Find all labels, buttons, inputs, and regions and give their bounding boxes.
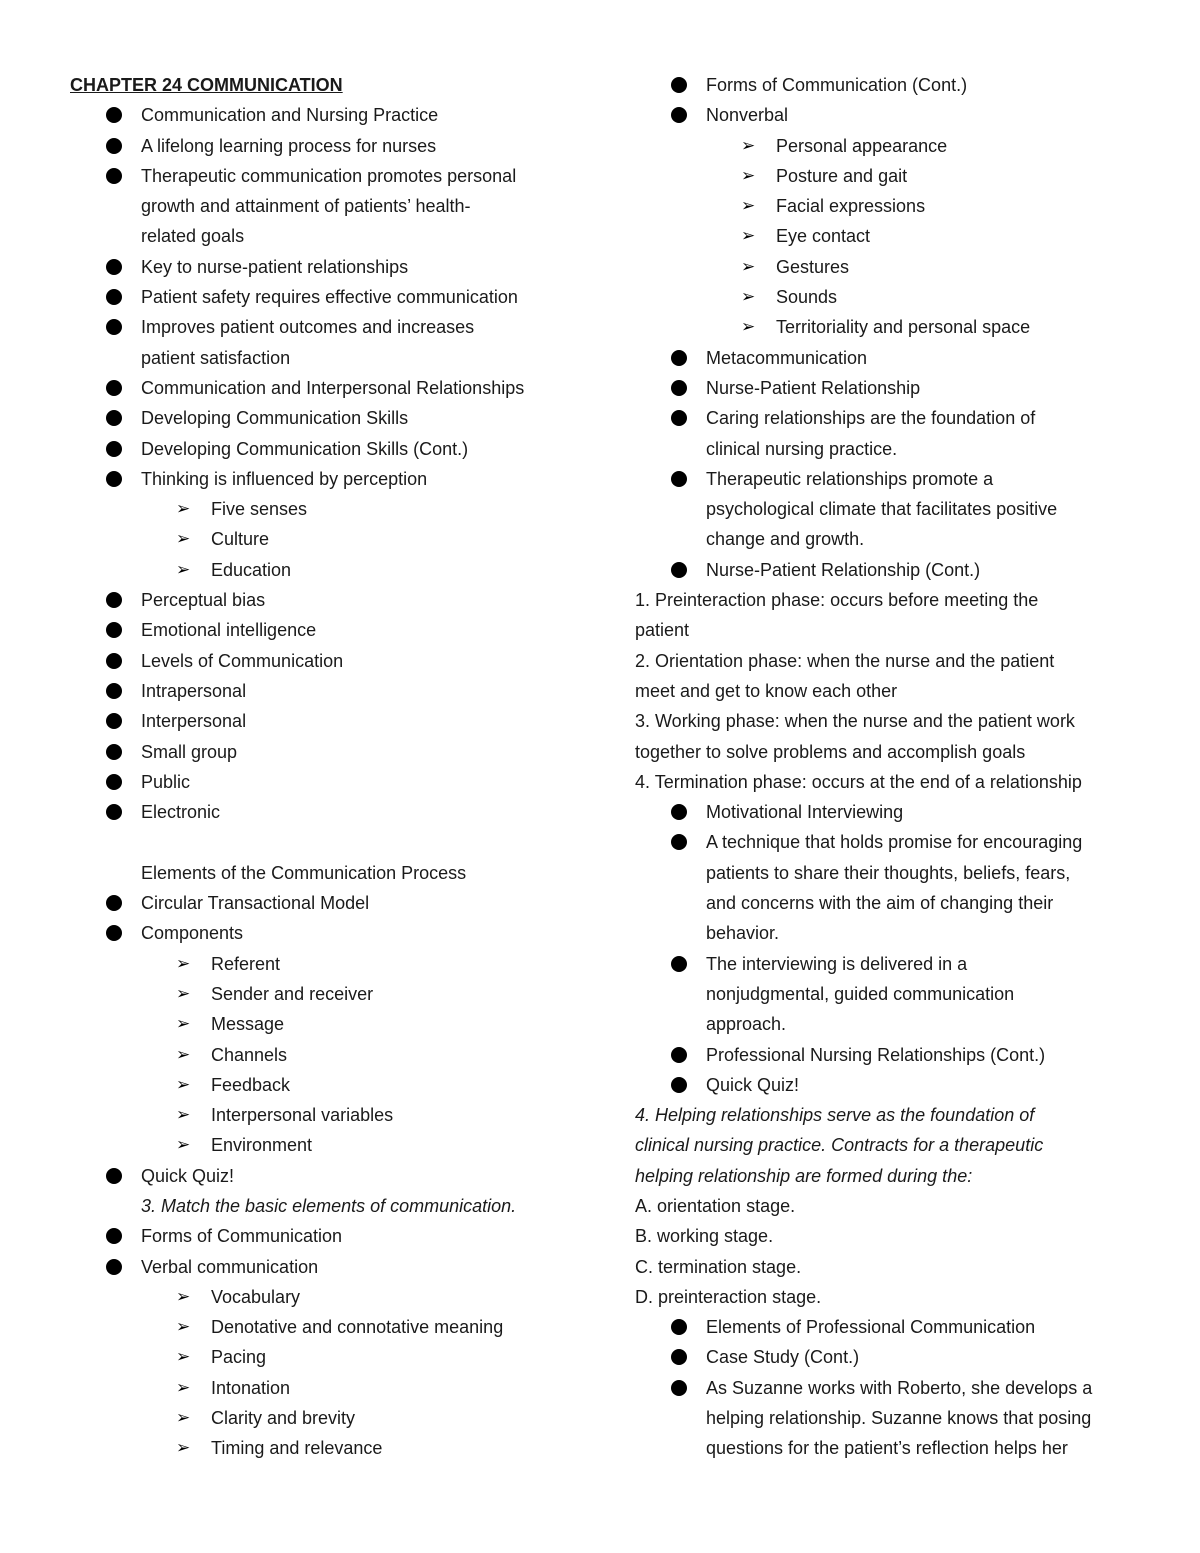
bullet-dot-icon <box>106 925 122 941</box>
arrow-bullet-icon: ➢ <box>741 287 756 308</box>
line-text: Gestures <box>776 256 850 277</box>
sub-bullet-item <box>70 524 580 554</box>
line-text: Vocabulary <box>211 1286 301 1307</box>
line-text: Interpersonal <box>141 711 247 732</box>
bullet-item <box>635 403 1155 433</box>
sub-bullet-item <box>635 312 1155 342</box>
bullet-item <box>70 646 580 676</box>
chapter-title <box>70 70 580 100</box>
bullet-item <box>635 343 1155 373</box>
bullet-item <box>70 797 580 827</box>
bullet-continuation <box>635 888 1155 918</box>
bullet-dot-icon <box>106 259 122 275</box>
bullet-dot-icon <box>671 1047 687 1063</box>
bullet-dot-icon <box>106 471 122 487</box>
bullet-item <box>70 706 580 736</box>
line-text: Referent <box>211 953 281 974</box>
arrow-bullet-icon: ➢ <box>176 529 191 550</box>
bullet-continuation <box>635 979 1155 1009</box>
sub-bullet-item <box>70 1100 580 1130</box>
arrow-bullet-icon: ➢ <box>176 559 191 580</box>
bullet-dot-icon <box>106 622 122 638</box>
sub-bullet-item <box>635 131 1155 161</box>
bullet-continuation <box>635 494 1155 524</box>
line-text: Caring relationships are the foundation of <box>706 408 1036 429</box>
bullet-item <box>70 737 580 767</box>
sub-bullet-item <box>70 979 580 1009</box>
bullet-dot-icon <box>106 380 122 396</box>
line-text: 1. Preinteraction phase: occurs before meeting the <box>635 590 1039 611</box>
sub-bullet-item <box>70 1342 580 1372</box>
line-text: Therapeutic relationships promote a <box>706 468 994 489</box>
text-line <box>635 646 1155 676</box>
arrow-bullet-icon: ➢ <box>176 1347 191 1368</box>
sub-bullet-item <box>70 494 580 524</box>
line-text: Developing Communication Skills (Cont.) <box>141 438 469 459</box>
line-text: Denotative and connotative meaning <box>211 1317 504 1338</box>
line-text: Education <box>211 559 292 580</box>
line-text: Territoriality and personal space <box>776 317 1031 338</box>
line-text: Clarity and brevity <box>211 1408 356 1429</box>
section-heading <box>70 858 580 888</box>
line-text: Personal appearance <box>776 135 948 156</box>
line-text: Levels of Communication <box>141 650 344 671</box>
line-text: patient <box>635 620 690 641</box>
bullet-item <box>635 70 1155 100</box>
bullet-dot-icon <box>671 562 687 578</box>
line-text: Nurse-Patient Relationship (Cont.) <box>706 559 981 580</box>
line-text: 4. Termination phase: occurs at the end of a relationship <box>635 771 1082 792</box>
arrow-bullet-icon: ➢ <box>176 953 191 974</box>
bullet-item <box>635 555 1155 585</box>
text-line <box>635 615 1155 645</box>
bullet-continuation <box>635 434 1155 464</box>
line-text: Verbal communication <box>141 1256 319 1277</box>
line-text: Facial expressions <box>776 196 926 217</box>
quiz-question <box>70 1191 580 1221</box>
sub-bullet-item <box>635 161 1155 191</box>
line-text: nonjudgmental, guided communication <box>706 983 1015 1004</box>
line-text: helping relationship are formed during the: <box>635 1165 973 1186</box>
text-line <box>635 706 1155 736</box>
bullet-dot-icon <box>671 77 687 93</box>
line-text: Elements of Professional Communication <box>706 1317 1036 1338</box>
line-text: Public <box>141 771 191 792</box>
quiz-question <box>635 1130 1155 1160</box>
line-text: psychological climate that facilitates positive <box>706 499 1058 520</box>
line-text: patients to share their thoughts, beliefs, fears, <box>706 862 1071 883</box>
bullet-dot-icon <box>106 744 122 760</box>
bullet-dot-icon <box>106 653 122 669</box>
bullet-item <box>635 1373 1155 1403</box>
bullet-dot-icon <box>106 168 122 184</box>
bullet-dot-icon <box>671 471 687 487</box>
bullet-item <box>70 403 580 433</box>
bullet-item <box>70 918 580 948</box>
sub-bullet-item <box>70 1433 580 1463</box>
bullet-continuation <box>70 191 580 221</box>
line-text: A lifelong learning process for nurses <box>141 135 437 156</box>
line-text: Quick Quiz! <box>141 1165 235 1186</box>
text-line <box>635 585 1155 615</box>
arrow-bullet-icon: ➢ <box>176 1105 191 1126</box>
line-text: A. orientation stage. <box>635 1195 796 1216</box>
bullet-item <box>635 1040 1155 1070</box>
text-line <box>635 1282 1155 1312</box>
text-line <box>635 1191 1155 1221</box>
arrow-bullet-icon: ➢ <box>176 1044 191 1065</box>
arrow-bullet-icon: ➢ <box>176 1317 191 1338</box>
text-line <box>635 1252 1155 1282</box>
bullet-continuation <box>635 918 1155 948</box>
line-text: meet and get to know each other <box>635 680 898 701</box>
sub-bullet-item <box>635 221 1155 251</box>
bullet-dot-icon <box>671 350 687 366</box>
arrow-bullet-icon: ➢ <box>176 1377 191 1398</box>
bullet-dot-icon <box>106 441 122 457</box>
bullet-dot-icon <box>106 774 122 790</box>
line-text: Feedback <box>211 1074 291 1095</box>
line-text: 3. Working phase: when the nurse and the patient work <box>635 711 1075 732</box>
bullet-item <box>70 767 580 797</box>
line-text: Channels <box>211 1044 288 1065</box>
line-text: Motivational Interviewing <box>706 802 904 823</box>
sub-bullet-item <box>635 282 1155 312</box>
bullet-item <box>70 676 580 706</box>
bullet-dot-icon <box>106 1228 122 1244</box>
line-text: Electronic <box>141 802 221 823</box>
line-text: Message <box>211 1014 285 1035</box>
bullet-item <box>70 585 580 615</box>
line-text: Perceptual bias <box>141 590 266 611</box>
bullet-dot-icon <box>106 895 122 911</box>
bullet-dot-icon <box>106 138 122 154</box>
quiz-question <box>635 1161 1155 1191</box>
line-text: Developing Communication Skills <box>141 408 409 429</box>
line-text: 3. Match the basic elements of communication. <box>141 1195 517 1216</box>
bullet-item <box>635 949 1155 979</box>
bullet-item <box>635 827 1155 857</box>
arrow-bullet-icon: ➢ <box>741 226 756 247</box>
line-text: Professional Nursing Relationships (Cont.) <box>706 1044 1046 1065</box>
bullet-item <box>70 373 580 403</box>
arrow-bullet-icon: ➢ <box>176 983 191 1004</box>
bullet-dot-icon <box>106 1168 122 1184</box>
bullet-continuation <box>635 858 1155 888</box>
line-text: B. working stage. <box>635 1226 774 1247</box>
bullet-item <box>635 100 1155 130</box>
bullet-dot-icon <box>106 804 122 820</box>
line-text: Eye contact <box>776 226 871 247</box>
bullet-dot-icon <box>671 107 687 123</box>
line-text: patient satisfaction <box>141 347 291 368</box>
quiz-question <box>635 1100 1155 1130</box>
bullet-dot-icon <box>671 1380 687 1396</box>
line-text: Communication and Interpersonal Relationships <box>141 377 525 398</box>
arrow-bullet-icon: ➢ <box>176 1286 191 1307</box>
bullet-item <box>70 1161 580 1191</box>
sub-bullet-item <box>70 1373 580 1403</box>
bullet-item <box>70 1252 580 1282</box>
bullet-continuation <box>635 1403 1155 1433</box>
text-line <box>635 767 1155 797</box>
arrow-bullet-icon: ➢ <box>176 1074 191 1095</box>
bullet-item <box>635 1342 1155 1372</box>
line-text: Nurse-Patient Relationship <box>706 377 921 398</box>
arrow-bullet-icon: ➢ <box>176 1135 191 1156</box>
bullet-continuation <box>635 1009 1155 1039</box>
bullet-item <box>635 1312 1155 1342</box>
line-text: C. termination stage. <box>635 1256 802 1277</box>
line-text: growth and attainment of patients’ health- <box>141 196 471 217</box>
line-text: helping relationship. Suzanne knows that posing <box>706 1408 1092 1429</box>
line-text: approach. <box>706 1014 787 1035</box>
line-text: Timing and relevance <box>211 1438 383 1459</box>
bullet-item <box>70 1221 580 1251</box>
sub-bullet-item <box>70 1282 580 1312</box>
line-text: As Suzanne works with Roberto, she develops a <box>706 1377 1093 1398</box>
line-text: Culture <box>211 529 270 550</box>
line-text: Intonation <box>211 1377 291 1398</box>
bullet-dot-icon <box>671 1077 687 1093</box>
bullet-continuation <box>635 1433 1155 1463</box>
text-line <box>635 737 1155 767</box>
arrow-bullet-icon: ➢ <box>176 499 191 520</box>
arrow-bullet-icon: ➢ <box>741 317 756 338</box>
line-text: clinical nursing practice. Contracts for a therapeutic <box>635 1135 1044 1156</box>
bullet-dot-icon <box>106 1259 122 1275</box>
sub-bullet-item <box>70 1070 580 1100</box>
arrow-bullet-icon: ➢ <box>176 1438 191 1459</box>
bullet-item <box>70 464 580 494</box>
line-text: Quick Quiz! <box>706 1074 800 1095</box>
sub-bullet-item <box>70 949 580 979</box>
bullet-dot-icon <box>671 834 687 850</box>
line-text: Patient safety requires effective communication <box>141 287 518 308</box>
arrow-bullet-icon: ➢ <box>741 256 756 277</box>
bullet-dot-icon <box>106 107 122 123</box>
bullet-item <box>70 615 580 645</box>
arrow-bullet-icon: ➢ <box>176 1014 191 1035</box>
line-text: Communication and Nursing Practice <box>141 105 439 126</box>
bullet-item <box>70 131 580 161</box>
line-text: Key to nurse-patient relationships <box>141 256 409 277</box>
line-text: Components <box>141 923 244 944</box>
text-line <box>635 676 1155 706</box>
arrow-bullet-icon: ➢ <box>741 196 756 217</box>
line-text: and concerns with the aim of changing their <box>706 893 1054 914</box>
bullet-item <box>635 464 1155 494</box>
line-text: behavior. <box>706 923 780 944</box>
bullet-item <box>635 373 1155 403</box>
bullet-item <box>70 100 580 130</box>
line-text: D. preinteraction stage. <box>635 1286 822 1307</box>
line-text: Sender and receiver <box>211 983 374 1004</box>
sub-bullet-item <box>70 1040 580 1070</box>
line-text: The interviewing is delivered in a <box>706 953 968 974</box>
line-text: 2. Orientation phase: when the nurse and the patient <box>635 650 1055 671</box>
line-text: Improves patient outcomes and increases <box>141 317 475 338</box>
right-column <box>635 70 1155 1464</box>
bullet-item <box>70 161 580 191</box>
line-text: Thinking is influenced by perception <box>141 468 428 489</box>
arrow-bullet-icon: ➢ <box>741 135 756 156</box>
bullet-dot-icon <box>671 1349 687 1365</box>
line-text: Five senses <box>211 499 308 520</box>
line-text: Therapeutic communication promotes personal <box>141 165 517 186</box>
line-text: CHAPTER 24 COMMUNICATION <box>70 75 343 95</box>
bullet-item <box>635 797 1155 827</box>
bullet-dot-icon <box>106 713 122 729</box>
bullet-dot-icon <box>106 683 122 699</box>
line-text: Sounds <box>776 287 838 308</box>
line-text: Environment <box>211 1135 313 1156</box>
line-text: together to solve problems and accomplish goals <box>635 741 1026 762</box>
sub-bullet-item <box>635 191 1155 221</box>
blank-line <box>70 827 580 857</box>
line-text: Emotional intelligence <box>141 620 317 641</box>
bullet-item <box>70 252 580 282</box>
line-text: Pacing <box>211 1347 267 1368</box>
bullet-dot-icon <box>671 956 687 972</box>
line-text: Posture and gait <box>776 165 908 186</box>
bullet-item <box>70 312 580 342</box>
bullet-item <box>70 282 580 312</box>
sub-bullet-item <box>635 252 1155 282</box>
bullet-continuation <box>70 343 580 373</box>
line-text: Case Study (Cont.) <box>706 1347 860 1368</box>
line-text: Forms of Communication <box>141 1226 343 1247</box>
bullet-dot-icon <box>106 410 122 426</box>
line-text: clinical nursing practice. <box>706 438 898 459</box>
bullet-continuation <box>70 221 580 251</box>
bullet-dot-icon <box>671 804 687 820</box>
line-text: 4. Helping relationships serve as the foundation of <box>635 1105 1035 1126</box>
sub-bullet-item <box>70 1130 580 1160</box>
sub-bullet-item <box>70 1312 580 1342</box>
line-text: Metacommunication <box>706 347 868 368</box>
arrow-bullet-icon: ➢ <box>176 1408 191 1429</box>
bullet-dot-icon <box>106 289 122 305</box>
bullet-dot-icon <box>671 380 687 396</box>
line-text: Elements of the Communication Process <box>141 862 467 883</box>
sub-bullet-item <box>70 1009 580 1039</box>
arrow-bullet-icon: ➢ <box>741 165 756 186</box>
line-text: Intrapersonal <box>141 680 247 701</box>
line-text: A technique that holds promise for encouraging <box>706 832 1083 853</box>
bullet-dot-icon <box>671 410 687 426</box>
sub-bullet-item <box>70 1403 580 1433</box>
bullet-dot-icon <box>671 1319 687 1335</box>
line-text: related goals <box>141 226 245 247</box>
line-text: Small group <box>141 741 238 762</box>
line-text: Interpersonal variables <box>211 1105 394 1126</box>
bullet-item <box>70 434 580 464</box>
line-text: Forms of Communication (Cont.) <box>706 75 968 95</box>
text-line <box>635 1221 1155 1251</box>
sub-bullet-item <box>70 555 580 585</box>
line-text: change and growth. <box>706 529 865 550</box>
bullet-continuation <box>635 524 1155 554</box>
line-text: Nonverbal <box>706 105 789 126</box>
bullet-dot-icon <box>106 319 122 335</box>
bullet-item <box>635 1070 1155 1100</box>
bullet-dot-icon <box>106 592 122 608</box>
line-text: questions for the patient’s reflection helps her <box>706 1438 1068 1459</box>
line-text: Circular Transactional Model <box>141 893 370 914</box>
left-column <box>70 70 580 1464</box>
bullet-item <box>70 888 580 918</box>
